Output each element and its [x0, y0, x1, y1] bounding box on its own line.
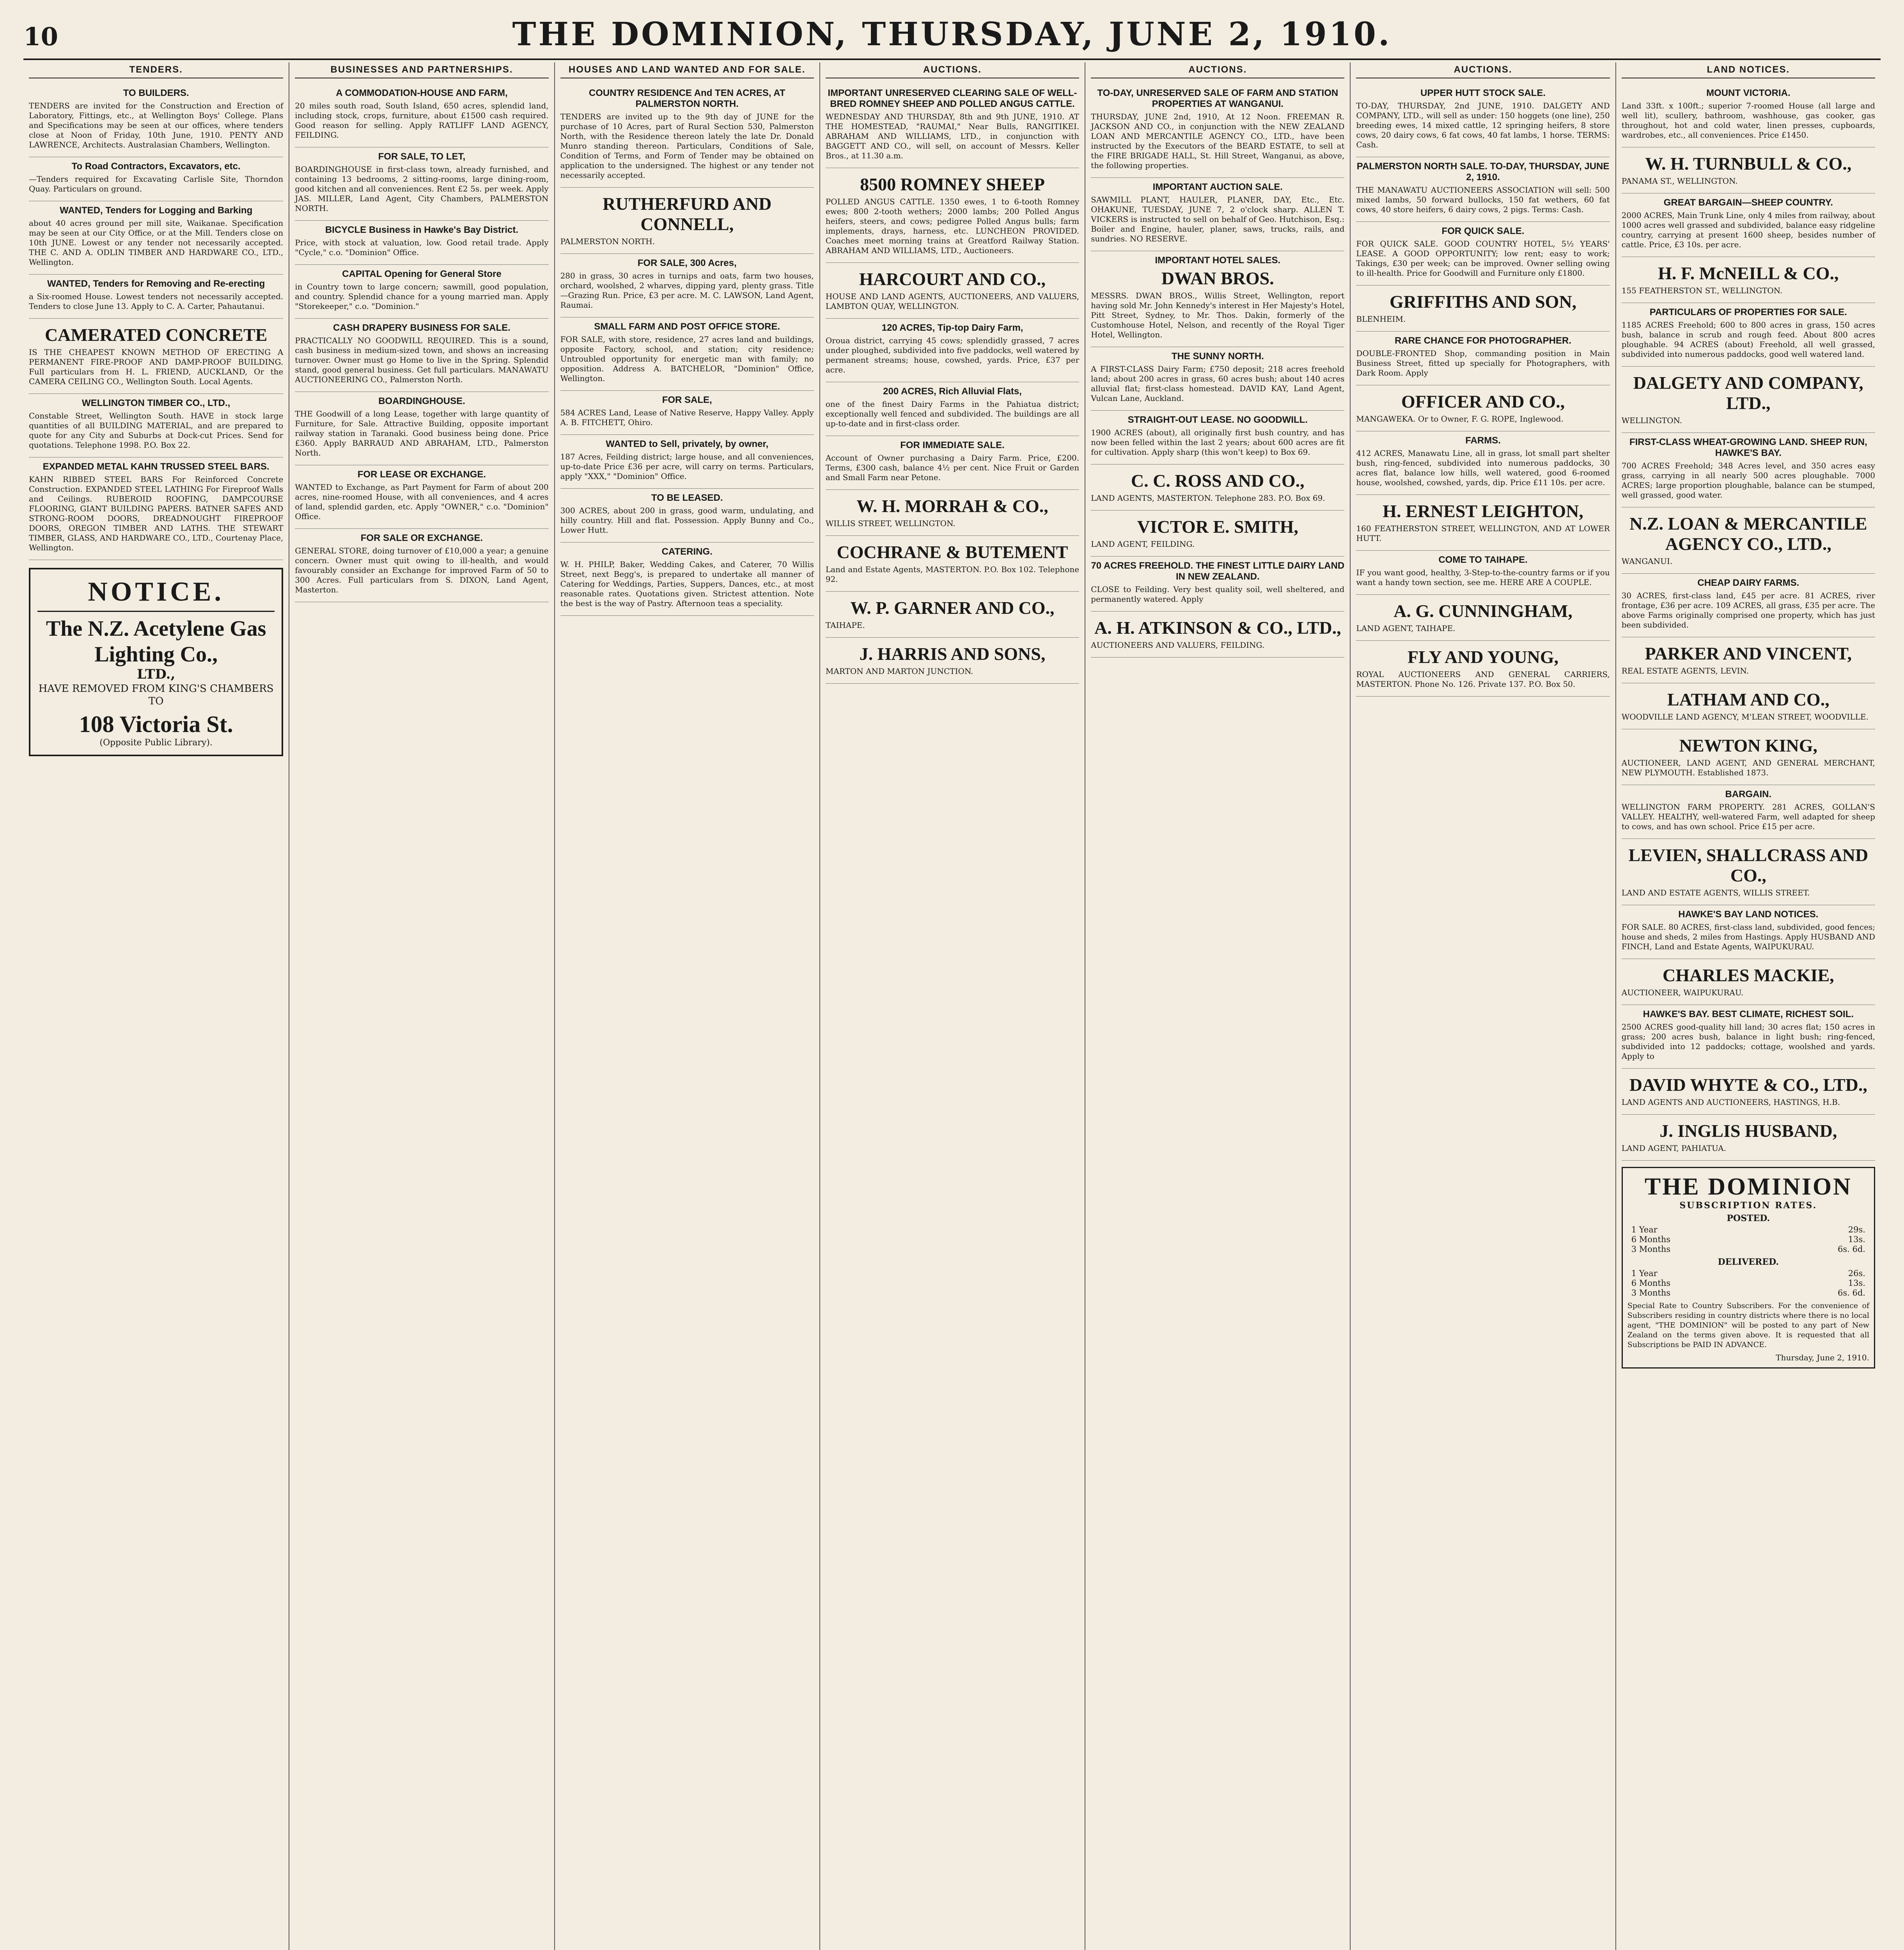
- advertisement: [1622, 729, 1875, 785]
- advertisement: [295, 392, 548, 465]
- ad-body: about 40 acres ground per mill site, Waikanae. Specification may be seen at our City Office, or at the Mill. Tenders close on 10th JUNE. Lowest or any tender not necessarily accepted. THE C. AND A. ODLIN TIMBER AND HARDWARE CO., LTD., Wellington.: [29, 218, 284, 267]
- ad-body: 30 ACRES, first-class land, £45 per acre. 81 ACRES, river frontage, £36 per acre. 109 ACRES, all grass, £35 per acre. The above Farms originally comprised one property, which has just been subdivided.: [1621, 591, 1875, 629]
- ad-body: TAIHAPE.: [825, 620, 865, 630]
- ad-advertiser-name: N.Z. LOAN & MERCANTILE AGENCY CO., LTD.,: [1629, 514, 1867, 554]
- advertisement: [1622, 433, 1875, 507]
- subscription-subtitle: SUBSCRIPTION RATES.: [1679, 1200, 1817, 1211]
- ad-advertiser-name: H. F. McNEILL & CO.,: [1658, 263, 1839, 283]
- ad-body: WEDNESDAY AND THURSDAY, 8th and 9th JUNE, 1910. AT THE HOMESTEAD, "RAUMAI," Near Bulls, RANGITIKEI. ABRAHAM AND WILLIAMS, LTD., in conjunction with BAGGETT AND CO., will sell, on account of Messrs. Keller Bros., at 11.30 a.m.: [825, 112, 1080, 160]
- page-number: 10: [23, 22, 59, 51]
- ad-body: AUCTIONEER, LAND AGENT, AND GENERAL MERCHANT, NEW PLYMOUTH. Established 1873.: [1621, 758, 1875, 777]
- ad-heading: PARTICULARS OF PROPERTIES FOR SALE.: [1649, 307, 1847, 317]
- ad-body: A FIRST-CLASS Dairy Farm; £750 deposit; 218 acres freehold land; about 200 acres in grass, 60 acres bush; about 140 acres alluvial flat; first-class homestead. DAVID KAY, Land Agent, Vulcan Lane, Auckland.: [1091, 364, 1345, 403]
- ad-heading: COME TO TAIHAPE.: [1438, 555, 1528, 565]
- advertisement: [1622, 683, 1875, 729]
- ad-body: ROYAL AUCTIONEERS AND GENERAL CARRIERS, MASTERTON. Phone No. 126. Private 137. P.O. Box 50.: [1356, 670, 1610, 689]
- ad-heading: FIRST-CLASS WHEAT-GROWING LAND. SHEEP RUN, HAWKE'S BAY.: [1629, 437, 1867, 458]
- column-1: [23, 62, 289, 1950]
- advertisement: [29, 84, 283, 157]
- rate-price: 6s. 6d.: [1838, 1288, 1865, 1298]
- advertisement: [1622, 905, 1875, 959]
- ad-heading: TO BE LEASED.: [651, 493, 723, 503]
- ad-advertiser-name: C. C. ROSS AND CO.,: [1131, 471, 1305, 491]
- ad-body: Price, with stock at valuation, low. Good retail trade. Apply "Cycle," c.o. "Dominion" Office.: [295, 238, 549, 257]
- advertisement: [29, 201, 283, 275]
- ad-heading: HAWKE'S BAY LAND NOTICES.: [1678, 909, 1819, 920]
- advertisement: [1356, 157, 1610, 222]
- column-heading: HOUSES AND LAND WANTED AND FOR SALE.: [560, 62, 814, 78]
- advertisement: [29, 275, 283, 319]
- notice-company: The N.Z. Acetylene Gas Lighting Co.,: [46, 617, 266, 667]
- advertisement: [1622, 303, 1875, 367]
- ad-advertiser-name: NEWTON KING,: [1679, 736, 1818, 755]
- ad-body: BLENHEIM.: [1356, 314, 1406, 324]
- column-6: [1350, 62, 1615, 1950]
- ad-advertiser-name: LATHAM AND CO.,: [1667, 690, 1830, 709]
- ad-heading: CATERING.: [661, 546, 713, 557]
- ad-heading: WANTED to Sell, privately, by owner,: [606, 439, 769, 449]
- advertisement: [1091, 84, 1344, 178]
- advertisement: [1356, 595, 1610, 641]
- ad-body: FOR QUICK SALE. GOOD COUNTRY HOTEL, 5½ YEARS' LEASE. A GOOD OPPORTUNITY; low rent; easy to work; Takings, £30 per week; can be improved. Owner selling owing to ill-health. Price for Goodwill and Furniture only £1800.: [1356, 239, 1610, 278]
- column-heading: BUSINESSES AND PARTNERSHIPS.: [295, 62, 548, 78]
- ad-body: 187 Acres, Feilding district; large house, and all conveniences, up-to-date Price £36 per acre, will carry on terms. Particulars, apply "XXX," "Dominion" Office.: [560, 452, 814, 481]
- ad-heading: SMALL FARM AND POST OFFICE STORE.: [594, 321, 780, 332]
- ad-heading: FOR SALE OR EXCHANGE.: [360, 533, 483, 543]
- ad-heading: RARE CHANCE FOR PHOTOGRAPHER.: [1395, 335, 1572, 346]
- rate-price: 6s. 6d.: [1838, 1244, 1865, 1254]
- advertisement: [1091, 511, 1344, 557]
- ad-body: 2500 ACRES good-quality hill land; 30 acres flat; 150 acres in grass; 200 acres bush, balance in light bush; ring-fenced, subdivided into 12 paddocks; cottage, woolshed and yards. Apply to: [1621, 1022, 1875, 1061]
- notice-note: (Opposite Public Library).: [99, 738, 213, 748]
- advertisement: [826, 382, 1079, 436]
- ad-body: AUCTIONEERS AND VALUERS, FEILDING.: [1091, 640, 1265, 650]
- ad-body: LAND AGENT, TAIHAPE.: [1356, 624, 1455, 633]
- notice-ltd: LTD.,: [137, 667, 176, 682]
- advertisement: [1622, 147, 1875, 193]
- advertisement: [295, 221, 548, 265]
- ad-body: 584 ACRES Land, Lease of Native Reserve, Happy Valley. Apply A. B. FITCHETT, Ohiro.: [560, 408, 814, 427]
- ad-advertiser-name: J. HARRIS AND SONS,: [859, 644, 1046, 664]
- ad-heading: IMPORTANT HOTEL SALES.: [1155, 255, 1281, 266]
- ad-heading: THE SUNNY NORTH.: [1171, 351, 1264, 362]
- ad-body: GENERAL STORE, doing turnover of £10,000 a year; a genuine concern. Owner must quit owing to ill-health, and would favourably consider an Exchange for improved Farm of 50 to 300 Acres. Full particulars from S. DIXON, Land Agent, Masterton.: [295, 546, 549, 594]
- ad-heading: PALMERSTON NORTH SALE. TO-DAY, THURSDAY, JUNE 2, 1910.: [1356, 161, 1610, 183]
- ad-heading: CAPITAL Opening for General Store: [342, 269, 502, 279]
- advertisement: [560, 435, 814, 489]
- rate-price: 29s.: [1848, 1225, 1865, 1234]
- ad-body: TENDERS are invited up to the 9th day of JUNE for the purchase of 10 Acres, part of Rural Section 530, Palmerston North, with the Residence thereon lately the late Dr. Donald Munro standing thereon. Particulars, Conditions of Sale, Condition of Terms, and Form of Tender may be obtained on application to the undersigned. The highest or any tender not necessarily accepted.: [560, 112, 814, 180]
- ad-heading: TO BUILDERS.: [123, 88, 189, 98]
- advertisement: [560, 391, 814, 435]
- ad-heading: FARMS.: [1465, 435, 1501, 446]
- ad-heading: WANTED, Tenders for Logging and Barking: [60, 205, 253, 216]
- notice-title: NOTICE.: [37, 576, 275, 612]
- advertisement: [1356, 332, 1610, 385]
- advertisement: [1622, 367, 1875, 433]
- advertisement: [1356, 222, 1610, 285]
- advertisement: [826, 319, 1079, 382]
- ad-body: 700 ACRES Freehold; 348 Acres level, and 350 acres easy grass, carrying in all nearly 500 acres ploughable. 7000 ACRES; large proportion ploughable, balance can be stumped, well grassed, good water.: [1621, 461, 1875, 500]
- column-heading: TENDERS.: [29, 62, 283, 78]
- ad-body: WANTED to Exchange, as Part Payment for Farm of about 200 acres, nine-roomed House, with all conveniences, and 4 acres of land, splendid garden, etc. Apply "OWNER," c.o. "Dominion" Office.: [295, 482, 549, 521]
- ad-heading: IMPORTANT UNRESERVED CLEARING SALE OF WELL-BRED ROMNEY SHEEP AND POLLED ANGUS CATTLE.: [828, 88, 1077, 109]
- ad-heading: FOR SALE, 300 Acres,: [637, 258, 737, 268]
- advertisement: [295, 465, 548, 529]
- rate-term: 3 Months: [1631, 1244, 1671, 1254]
- ad-body: 1185 ACRES Freehold; 600 to 800 acres in grass, 150 acres bush, balance in scrub and rough feed. About 800 acres ploughable. 94 ACRES (about) Freehold, all well grassed, subdivided into numerous paddocks, good well watered land.: [1621, 320, 1875, 359]
- ad-body: IS THE CHEAPEST KNOWN METHOD OF ERECTING A PERMANENT FIRE-PROOF AND DAMP-PROOF BUILDING. Full particulars from H. L. FRIEND, AUCKLAND, Or the CAMERA CEILING CO., Wellington South. Local Agents.: [29, 347, 284, 386]
- advertisement: [295, 529, 548, 602]
- advertisement: [1356, 551, 1610, 595]
- rate-term: 1 Year: [1631, 1269, 1658, 1278]
- advertisement: [560, 542, 814, 616]
- ad-advertiser-name: H. ERNEST LEIGHTON,: [1383, 501, 1583, 521]
- ad-advertiser-name: HARCOURT AND CO.,: [859, 269, 1046, 289]
- ad-body: Oroua district, carrying 45 cows; splendidly grassed, 7 acres under ploughed, subdivided into five paddocks, well watered by permanent streams; house, cowshed, yards. Price, £37 per acre.: [825, 336, 1080, 374]
- ad-advertiser-name: 8500 ROMNEY SHEEP: [860, 174, 1045, 194]
- advertisement: [295, 147, 548, 221]
- ad-body: Constable Street, Wellington South. HAVE in stock large quantities of all BUILDING MATERIAL, and are prepared to quote for any City and Suburbs at Dock-cut Prices. Send for quotations. Telephone 1998. P.O. Box 22.: [29, 411, 284, 450]
- ad-body: CLOSE to Feilding. Very best quality soil, well sheltered, and permanently watered. Apply: [1091, 585, 1345, 604]
- rate-price: 26s.: [1848, 1269, 1865, 1278]
- ad-advertiser-name: COCHRANE & BUTEMENT: [837, 542, 1068, 562]
- ad-body: MARTON AND MARTON JUNCTION.: [825, 667, 973, 676]
- ad-body: 300 ACRES, about 200 in grass, good warm, undulating, and hilly country. Hill and flat. Possession. Apply Bunny and Co., Lower Hutt.: [560, 506, 814, 535]
- advertisement: [1356, 431, 1610, 495]
- subscription-title: THE DOMINION: [1644, 1174, 1852, 1200]
- ad-body: a Six-roomed House. Lowest tenders not necessarily accepted. Tenders to close June 13. Apply to C. A. Carter, Pahautanui.: [29, 292, 284, 311]
- ad-heading: 200 ACRES, Rich Alluvial Flats,: [883, 386, 1022, 397]
- ad-advertiser-name: W. P. GARNER AND CO.,: [850, 598, 1055, 618]
- ad-body: HOUSE AND LAND AGENTS, AUCTIONEERS, AND VALUERS, LAMBTON QUAY, WELLINGTON.: [825, 292, 1080, 311]
- advertisement: [1356, 495, 1610, 551]
- ad-heading: BARGAIN.: [1725, 789, 1772, 800]
- ad-advertiser-name: A. G. CUNNINGHAM,: [1393, 601, 1572, 621]
- ad-advertiser-name: A. H. ATKINSON & CO., LTD.,: [1094, 618, 1341, 638]
- ad-heading: UPPER HUTT STOCK SALE.: [1420, 88, 1546, 98]
- column-heading: AUCTIONS.: [826, 62, 1079, 78]
- ad-body: FOR SALE, with store, residence, 27 acres land and buildings, opposite Factory, school, and station; city residence; Untroubled opportunity for energetic man with family; no opposition. Address A. BATCHELOR, "Dominion" Office, Wellington.: [560, 335, 814, 383]
- advertisement: [29, 319, 283, 394]
- advertisement: [1356, 641, 1610, 697]
- ad-heading: COUNTRY RESIDENCE And TEN ACRES, AT PALMERSTON NORTH.: [589, 88, 785, 109]
- advertisement: [29, 457, 283, 560]
- rate-term: 6 Months: [1631, 1278, 1671, 1288]
- rate-term: 1 Year: [1631, 1225, 1658, 1234]
- advertisement: [1622, 839, 1875, 905]
- column-heading: AUCTIONS.: [1091, 62, 1344, 78]
- ad-heading: CHEAP DAIRY FARMS.: [1697, 578, 1799, 588]
- ad-body: IF you want good, healthy, 3-Step-to-the-country farms or if you want a handy town section, see me. HERE ARE A COUPLE.: [1356, 568, 1610, 587]
- ad-body: LAND AND ESTATE AGENTS, WILLIS STREET.: [1621, 888, 1810, 897]
- column-2: [289, 62, 554, 1950]
- ad-body: LAND AGENT, PAHIATUA.: [1621, 1143, 1727, 1153]
- advertisement: [560, 84, 814, 188]
- ad-body: WELLINGTON FARM PROPERTY. 281 ACRES, GOLLAN'S VALLEY. HEALTHY, well-watered Farm, well adapted for sheep to cows, and has own school. Price £15 per acre.: [1621, 802, 1875, 831]
- subscription-box: [1622, 1167, 1875, 1369]
- rate-row: [1627, 1288, 1869, 1298]
- ad-advertiser-name: CHARLES MACKIE,: [1663, 965, 1834, 985]
- advertisement: [826, 638, 1079, 684]
- ad-heading: BOARDINGHOUSE.: [378, 396, 465, 406]
- ad-advertiser-name: GRIFFITHS AND SON,: [1389, 292, 1577, 312]
- ad-body: TENDERS are invited for the Construction and Erection of Laboratory, Fittings, etc., at Wellington Boys' College. Plans and Specifications may be seen at our offices, where tenders close at Noon of Friday, 10th June, 1910. PENTY AND LAWRENCE, Architects. Australasian Chambers, Wellington.: [29, 101, 284, 149]
- rate-term: 6 Months: [1631, 1235, 1671, 1244]
- advertisement: [1091, 347, 1344, 411]
- advertisement: [826, 263, 1079, 319]
- advertisement: [560, 489, 814, 542]
- advertisement: [1622, 1115, 1875, 1161]
- advertisement: [1622, 507, 1875, 574]
- ad-body: WELLINGTON.: [1621, 416, 1682, 425]
- ad-heading: EXPANDED METAL KAHN TRUSSED STEEL BARS.: [43, 461, 269, 472]
- ad-advertiser-name: PARKER AND VINCENT,: [1645, 644, 1852, 663]
- advertisement: [1622, 574, 1875, 637]
- rate-price: 13s.: [1848, 1235, 1865, 1244]
- ad-body: WANGANUI.: [1621, 557, 1673, 566]
- ad-body: WILLIS STREET, WELLINGTON.: [825, 519, 956, 528]
- ad-body: Account of Owner purchasing a Dairy Farm. Price, £200. Terms, £300 cash, balance 4½ per cent. Nice Fruit or Garden and Small Farm near Petone.: [825, 453, 1080, 482]
- ad-body: KAHN RIBBED STEEL BARS For Reinforced Concrete Construction. EXPANDED STEEL LATHING For Fireproof Walls and Ceilings. RUBEROID ROOFING, DAMPCOURSE FLOORING, GIANT BUILDING PAPERS. BATNER SAFES AND STRONG-ROOM DOORS, DREADNOUGHT FIREPROOF DOORS, OREGON TIMBER AND LATHS. THE STEWART TIMBER, GLASS, AND HARDWARE CO., LTD., Courtenay Place, Wellington.: [29, 475, 284, 552]
- ad-heading: MOUNT VICTORIA.: [1706, 88, 1791, 98]
- ad-heading: To Road Contractors, Excavators, etc.: [71, 161, 241, 172]
- ad-advertiser-name: DWAN BROS.: [1161, 268, 1274, 288]
- ad-heading: FOR SALE, TO LET,: [378, 151, 466, 162]
- ad-body: MANGAWEKA. Or to Owner, F. G. ROPE, Inglewood.: [1356, 414, 1564, 424]
- advertisement: [826, 592, 1079, 638]
- ad-body: in Country town to large concern; sawmill, good population, and country. Splendid chance for a young married man. Apply "Storekeeper," c.o. "Dominion.": [295, 282, 549, 311]
- ad-body: FOR SALE. 80 ACRES, first-class land, subdivided, good fences; house and sheds, 2 miles from Hastings. Apply HUSBAND AND FINCH, Land and Estate Agents, WAIPUKURAU.: [1621, 922, 1875, 951]
- ad-advertiser-name: W. H. MORRAH & CO.,: [856, 496, 1048, 516]
- advertisement: [1622, 1005, 1875, 1069]
- ad-advertiser-name: DAVID WHYTE & CO., LTD.,: [1629, 1075, 1867, 1095]
- ad-body: PANAMA ST., WELLINGTON.: [1621, 176, 1738, 186]
- column-4: [819, 62, 1085, 1950]
- advertisement: [560, 317, 814, 391]
- ad-body: 155 FEATHERSTON ST., WELLINGTON.: [1621, 286, 1783, 295]
- ad-body: LAND AGENT, FEILDING.: [1091, 539, 1195, 549]
- ad-heading: WANTED, Tenders for Removing and Re-erecting: [47, 278, 265, 289]
- masthead: [23, 16, 1881, 60]
- posted-heading: POSTED.: [1727, 1213, 1770, 1223]
- ad-body: THURSDAY, JUNE 2nd, 1910, At 12 Noon. FREEMAN R. JACKSON AND CO., in conjunction with the NEW ZEALAND LOAN AND MERCANTILE AGENCY CO., LTD., have been instructed by the Executors of the BEARD ESTATE, to sell at the FIRE BRIGADE HALL, St. Hill Street, Wanganui, as above, the following properties.: [1091, 112, 1345, 170]
- ad-body: LAND AGENTS AND AUCTIONEERS, HASTINGS, H.B.: [1621, 1097, 1840, 1107]
- advertisement: [1622, 257, 1875, 303]
- rate-row: [1627, 1235, 1869, 1244]
- advertisement: [1356, 385, 1610, 431]
- advertisement: [826, 168, 1079, 263]
- ad-body: THE MANAWATU AUCTIONEERS ASSOCIATION will sell: 500 mixed lambs, 50 forward bullocks, 150 fat wethers, 60 fat cows, 40 store heifers, 6 dairy cows, 2 pigs. Terms: Cash.: [1356, 185, 1610, 214]
- rate-row: [1627, 1244, 1869, 1254]
- advertisement: [29, 157, 283, 201]
- column-3: [554, 62, 819, 1950]
- ad-body: SAWMILL PLANT, HAULER, PLANER, DAY, Etc., Etc. OHAKUNE, TUESDAY, JUNE 7, 2 o'clock sharp. ALLEN T. VICKERS is instructed to sell on behalf of Geo. Hutchison, Esq.: Boiler and Engine, hauler, planer, saws, trucks, rails, and sundries. NO RESERVE.: [1091, 195, 1345, 243]
- ad-body: BOARDINGHOUSE in first-class town, already furnished, and containing 13 bedrooms, 2 sitting-rooms, large dining-room, good kitchen and all conveniences. Rent £2 5s. per week. Apply JAS. MILLER, Land Agent, City Chambers, PALMERSTON NORTH.: [295, 165, 549, 213]
- advertisement: [560, 188, 814, 254]
- advertisement: [295, 84, 548, 147]
- ad-heading: FOR QUICK SALE.: [1441, 226, 1525, 236]
- advertisement: [1091, 612, 1344, 658]
- ad-heading: 70 ACRES FREEHOLD. THE FINEST LITTLE DAIRY LAND IN NEW ZEALAND.: [1091, 560, 1345, 582]
- advertisement: [826, 436, 1079, 490]
- ad-body: DOUBLE-FRONTED Shop, commanding position in Main Business Street, fitted up specially for Photographers, with Dark Room. Apply: [1356, 349, 1610, 378]
- advertisement: [1622, 959, 1875, 1005]
- notice-box: [29, 568, 283, 756]
- advertisement: [1622, 1069, 1875, 1115]
- ad-body: —Tenders required for Excavating Carlisle Site, Thorndon Quay. Particulars on ground.: [29, 174, 284, 193]
- advertisement: [560, 254, 814, 317]
- ad-heading: FOR SALE,: [662, 395, 712, 405]
- ad-body: TO-DAY, THURSDAY, 2nd JUNE, 1910. DALGETY AND COMPANY, LTD., will sell as under: 150 hoggets (one line), 250 breeding ewes, 14 mixed cattle, 12 springing heifers, 8 store cows, 20 dairy cows, 6 fat cows, 40 fat lambs, 1 horse. TERMS: Cash.: [1356, 101, 1610, 149]
- ad-advertiser-name: J. INGLIS HUSBAND,: [1659, 1121, 1837, 1141]
- ad-heading: FOR IMMEDIATE SALE.: [900, 440, 1005, 450]
- columns: [23, 62, 1881, 1950]
- ad-advertiser-name: W. H. TURNBULL & CO.,: [1645, 154, 1852, 174]
- ad-body: Land and Estate Agents, MASTERTON. P.O. Box 102. Telephone 92.: [825, 565, 1080, 584]
- ad-body: AUCTIONEER, WAIPUKURAU.: [1621, 988, 1744, 997]
- ad-heading: TO-DAY, UNRESERVED SALE OF FARM AND STATION PROPERTIES AT WANGANUI.: [1097, 88, 1338, 109]
- ad-heading: CASH DRAPERY BUSINESS FOR SALE.: [333, 323, 511, 333]
- subscription-date: Thursday, June 2, 1910.: [1776, 1353, 1869, 1362]
- advertisement: [826, 536, 1079, 592]
- ad-heading: BICYCLE Business in Hawke's Bay District.: [325, 225, 519, 235]
- ad-body: 412 ACRES, Manawatu Line, all in grass, lot small part shelter bush, ring-fenced, subdivided into numerous paddocks, 30 acres flat, balance low hills, well watered, good 6-roomed house, woolshed, cowshed, yards, dip. Price £11 10s. per acre.: [1356, 448, 1610, 487]
- advertisement: [1091, 464, 1344, 511]
- ad-advertiser-name: RUTHERFURD AND CONNELL,: [603, 194, 772, 234]
- ad-body: 20 miles south road, South Island, 650 acres, splendid land, including stock, crops, furniture, about £1500 cash required. Good reason for selling. Apply RATLIFF LAND AGENCY, FEILDING.: [295, 101, 549, 140]
- subscription-text: Special Rate to Country Subscribers. For the convenience of Subscribers residing in country districts where there is no local agent, "THE DOMINION" will be posted to any part of New Zealand on the terms given above. It is requested that all Subscriptions be PAID IN ADVANCE.: [1627, 1301, 1869, 1349]
- ad-advertiser-name: CAMERATED CONCRETE: [44, 325, 268, 345]
- column-heading: LAND NOTICES.: [1622, 62, 1875, 78]
- ad-body: MESSRS. DWAN BROS., Willis Street, Wellington, report having sold Mr. John Kennedy's interest in Her Majesty's Hotel, Pitt Street, Sydney, to Mr. Thos. Dakin, formerly of the Customhouse Hotel, Nelson, and recently of the Royal Tiger Hotel, Wellington.: [1091, 291, 1345, 339]
- notice-address: 108 Victoria St.: [79, 711, 233, 737]
- ad-heading: HAWKE'S BAY. BEST CLIMATE, RICHEST SOIL.: [1643, 1009, 1854, 1019]
- advertisement: [1622, 84, 1875, 147]
- ad-heading: A COMMODATION-HOUSE AND FARM,: [336, 88, 508, 98]
- ad-advertiser-name: OFFICER AND CO.,: [1401, 392, 1565, 411]
- ad-heading: 120 ACRES, Tip-top Dairy Farm,: [881, 323, 1023, 333]
- rate-term: 3 Months: [1631, 1288, 1671, 1298]
- advertisement: [1356, 285, 1610, 332]
- rate-row: [1627, 1269, 1869, 1278]
- advertisement: [29, 394, 283, 457]
- notice-body: HAVE REMOVED FROM KING'S CHAMBERS TO: [38, 683, 274, 707]
- advertisement: [1091, 251, 1344, 347]
- advertisement: [826, 84, 1079, 168]
- advertisement: [1091, 178, 1344, 251]
- rate-price: 13s.: [1848, 1278, 1865, 1288]
- ad-body: 160 FEATHERSTON STREET, WELLINGTON, AND AT LOWER HUTT.: [1356, 524, 1610, 543]
- column-heading: AUCTIONS.: [1356, 62, 1610, 78]
- rate-row: [1627, 1278, 1869, 1288]
- column-5: [1085, 62, 1350, 1950]
- ad-body: Land 33ft. x 100ft.; superior 7-roomed House (all large and well lit), scullery, bathroom, washhouse, gas cooker, gas throughout, hot and cold water, linen presses, cupboards, wardrobes, etc., all conveniences. Price £1450.: [1621, 101, 1875, 140]
- ad-body: 2000 ACRES, Main Trunk Line, only 4 miles from railway, about 1000 acres well grassed and subdivided, balance easy ridgeline country, carrying at present 1600 sheep, besides number of cattle. Price, £3 10s. per acre.: [1621, 211, 1875, 249]
- advertisement: [1091, 557, 1344, 612]
- ad-body: THE Goodwill of a long Lease, together with large quantity of Furniture, for Sale. Attractive Building, opposite important railway station in Taranaki. Good business being done. Price £360. Apply BARRAUD AND ABRAHAM, LTD., Palmerston North.: [295, 409, 549, 457]
- advertisement: [1091, 411, 1344, 464]
- ad-heading: FOR LEASE OR EXCHANGE.: [357, 469, 486, 480]
- rate-row: [1627, 1225, 1869, 1235]
- advertisement: [295, 265, 548, 319]
- delivered-heading: DELIVERED.: [1718, 1257, 1779, 1267]
- ad-body: POLLED ANGUS CATTLE. 1350 ewes, 1 to 6-tooth Romney ewes; 800 2-tooth wethers; 2000 lambs; 200 Polled Angus heifers, steers, and cows; pedigree Polled Angus bulls; farm implements, drays, harness, etc. LUNCHEON PROVIDED. Coaches meet morning trains at Greatford Railway Station. ABRAHAM AND WILLIAMS, LTD., Auctioneers.: [825, 197, 1080, 255]
- advertisement: [295, 319, 548, 392]
- ad-heading: GREAT BARGAIN—SHEEP COUNTRY.: [1663, 197, 1833, 208]
- advertisement: [1356, 84, 1610, 157]
- advertisement: [1622, 785, 1875, 839]
- ad-heading: IMPORTANT AUCTION SALE.: [1152, 182, 1283, 192]
- ad-heading: STRAIGHT-OUT LEASE. NO GOODWILL.: [1128, 415, 1308, 425]
- column-7: [1615, 62, 1881, 1950]
- ad-body: 1900 ACRES (about), all originally first bush country, and has now been felled within the last 2 years; about 600 acres are fit for cultivation. Apply sharp (this won't keep) to Box 69.: [1091, 428, 1345, 457]
- advertisement: [826, 490, 1079, 536]
- ad-advertiser-name: DALGETY AND COMPANY, LTD.,: [1633, 373, 1863, 413]
- ad-body: PALMERSTON NORTH.: [560, 237, 655, 246]
- newspaper-title: THE DOMINION, THURSDAY, JUNE 2, 1910.: [512, 16, 1392, 53]
- ad-body: PRACTICALLY NO GOODWILL REQUIRED. This is a sound, cash business in medium-sized town, and shows an increasing turnover. Owner must go Home to live in the Spring. Splendid stand, good general business. Get full particulars. MANAWATU AUCTIONEERING CO., Palmerston North.: [295, 336, 549, 384]
- ad-body: LAND AGENTS, MASTERTON. Telephone 283. P.O. Box 69.: [1091, 493, 1325, 503]
- advertisement: [1622, 637, 1875, 683]
- ad-heading: WELLINGTON TIMBER CO., LTD.,: [82, 398, 230, 408]
- ad-body: 280 in grass, 30 acres in turnips and oats, farm two houses, orchard, woolshed, 2 wharves, dipping yard, plenty grass. Title—Grazing Run. Price, £3 per acre. M. C. LAWSON, Land Agent, Raumai.: [560, 271, 814, 310]
- ad-body: WOODVILLE LAND AGENCY, M'LEAN STREET, WOODVILLE.: [1621, 712, 1869, 722]
- advertisement: [1622, 193, 1875, 257]
- ad-advertiser-name: FLY AND YOUNG,: [1407, 647, 1559, 667]
- ad-advertiser-name: VICTOR E. SMITH,: [1137, 517, 1298, 537]
- ad-body: one of the finest Dairy Farms in the Pahiatua district; exceptionally well fenced and subdivided. The buildings are all up-to-date and in first-class order.: [825, 399, 1080, 428]
- ad-advertiser-name: LEVIEN, SHALLCRASS AND CO.,: [1628, 845, 1869, 885]
- ad-body: REAL ESTATE AGENTS, LEVIN.: [1621, 666, 1749, 675]
- ad-body: W. H. PHILP, Baker, Wedding Cakes, and Caterer, 70 Willis Street, next Begg's, is prepared to undertake all manner of Catering for Weddings, Parties, Suppers, Dances, etc., at most reasonable rates. Quotations given. Strictest attention. Note the best is the way of Pastry. Afternoon teas a speciality.: [560, 560, 814, 608]
